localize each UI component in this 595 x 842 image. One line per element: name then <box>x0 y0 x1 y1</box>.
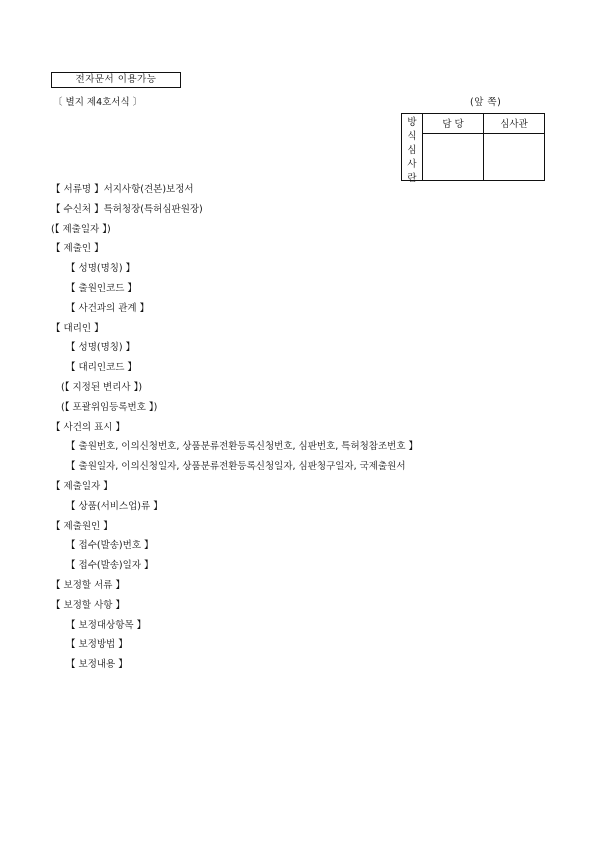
form-line: (【 지정된 변리사 】) <box>61 381 143 393</box>
form-line: 【 사건과의 관계 】 <box>66 302 150 314</box>
form-line: 【 보정할 사항 】 <box>51 599 125 611</box>
side-char: 식 <box>407 131 417 142</box>
form-line: 【 접수(발송)일자 】 <box>66 560 154 572</box>
review-examiner-cell[interactable] <box>484 133 545 180</box>
form-line: 【 성명(명칭) 】 <box>66 263 136 275</box>
form-line: 【 서류명 】서지사항(견본)보정서 <box>51 184 194 195</box>
review-col-officer-header: 담 당 <box>423 114 484 134</box>
form-line: 【 보정방법 】 <box>66 639 128 651</box>
form-line: 【 대리인 】 <box>51 322 104 334</box>
side-char: 사 <box>407 159 417 170</box>
review-officer-cell[interactable] <box>423 133 484 180</box>
form-line: (【 제출일자 】) <box>51 223 111 235</box>
review-table <box>401 113 545 184</box>
form-line: 【 보정대상항목 】 <box>66 619 147 631</box>
form-line: 【 출원인코드 】 <box>66 282 137 294</box>
form-line: 【 상품(서비스업)류 】 <box>66 500 163 512</box>
form-line: 【 사건의 표시 】 <box>51 421 125 433</box>
form-line: 【 출원일자, 이의신청일자, 상품분류전환등록신청일자, 심판청구일자, 국제출원서 <box>66 461 406 473</box>
form-line: 【 제출일자 】 <box>51 480 113 492</box>
form-number: 〔 별지 제4호서식 〕 <box>53 97 143 108</box>
form-line: 【 수신처 】특허청장(특허심판원장) <box>51 203 203 215</box>
form-line: 【 보정내용 】 <box>66 659 128 671</box>
form-line: 【 대리인코드 】 <box>66 362 137 374</box>
e-document-available-label: 전자문서 이용가능 <box>51 72 181 88</box>
form-line: 【 출원번호, 이의신청번호, 상품분류전환등록신청번호, 심판번호, 특허청참조번호 】 <box>66 441 419 453</box>
review-col-examiner-header: 심사관 <box>484 114 545 134</box>
form-line: 【 접수(발송)번호 】 <box>66 540 154 552</box>
side-char: 심 <box>407 145 417 156</box>
side-char: 방 <box>407 117 417 128</box>
form-body <box>51 183 581 678</box>
form-line: 【 보정할 서류 】 <box>51 579 125 591</box>
form-line: 【 제출인 】 <box>51 243 104 255</box>
side-char: 란 <box>407 173 417 184</box>
form-line: 【 성명(명칭) 】 <box>66 342 136 354</box>
review-side-label <box>402 114 423 184</box>
page-side-label: (앞 쪽) <box>470 97 502 108</box>
form-line: 【 제출원인 】 <box>51 520 113 532</box>
form-line: (【 포괄위임등록번호 】) <box>61 401 158 413</box>
